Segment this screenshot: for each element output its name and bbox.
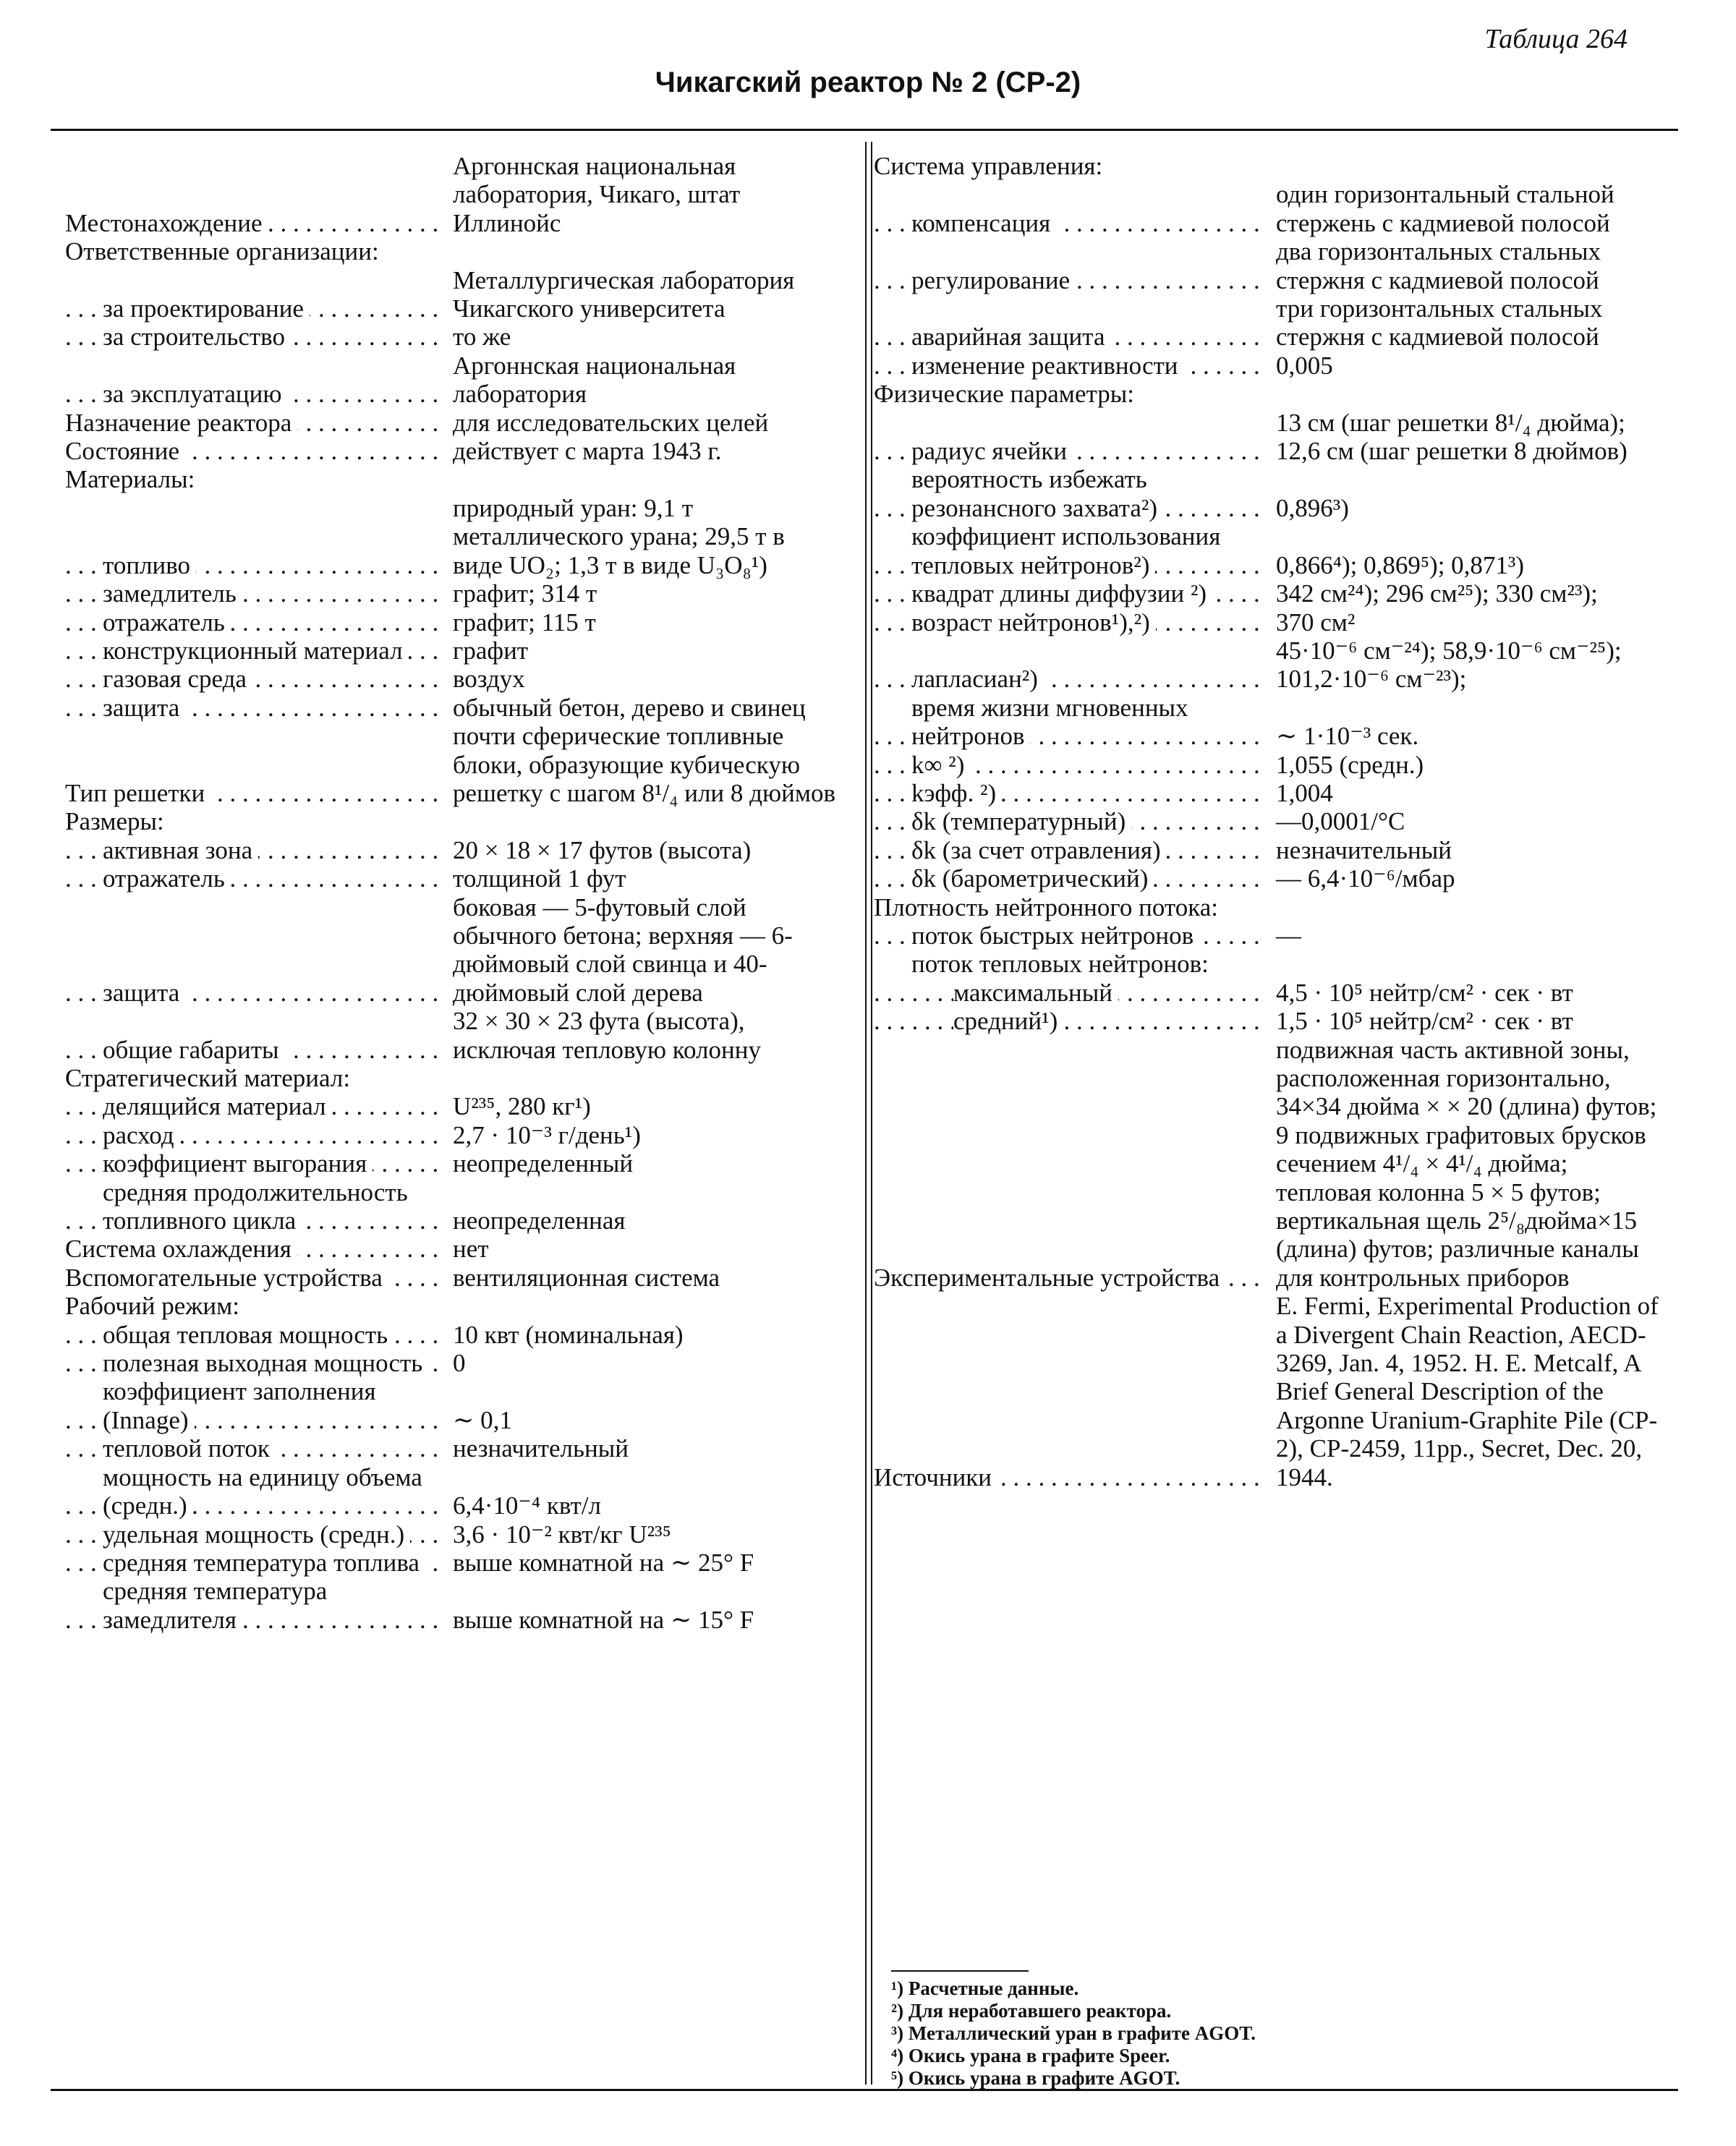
left-row [65,579,839,608]
label-text: за проектирование [103,294,310,323]
right-row-value: два горизонтальных стальных стержня с кадмиевой полосой [1276,237,1601,294]
right-row [874,836,1669,864]
right-row [874,1292,1669,1491]
footnote: ³) Металлический уран в графите AGOT. [891,2022,1256,2044]
right-row-label [874,1007,1264,1035]
left-row [65,352,839,409]
left-row-value: U²³⁵, 280 кг¹) [453,1092,591,1121]
right-row [874,921,1669,950]
left-row-value: неопределенный [453,1149,634,1178]
right-row-label [874,807,1264,835]
right-row-value: —0,0001/°C [1276,807,1405,836]
left-row-label [65,864,441,893]
left-row-label [65,608,441,636]
left-row-value: графит; 314 т [453,579,597,608]
right-row-value: 0,866⁴); 0,869⁵); 0,871³) [1276,550,1525,579]
label-text: время жизни мгновенных нейтронов [911,693,1188,751]
left-row-value: воздух [453,665,525,694]
label-text: средняя температура замедлителя [103,1577,328,1634]
right-row [874,522,1669,579]
right-row [874,579,1669,608]
right-row-value: 1,055 (средн.) [1276,750,1424,779]
label-text: коэффициент заполнения (Innage) [103,1377,376,1434]
right-row [874,779,1669,807]
right-row-label [874,266,1264,294]
label-text: δk (температурный) [911,807,1131,835]
right-row-value: 1,5 · 10⁵ нейтр/см² · сек · вт [1276,1007,1573,1036]
right-row [874,807,1669,835]
left-row-label [65,1377,441,1434]
left-row-value: ∼ 0,1 [453,1405,512,1434]
left-row [65,864,839,893]
right-row-value: 45·10⁻⁶ см⁻²⁴); 58,9·10⁻⁶ см⁻²⁵); 101,2·10⁻⁶ см⁻²³); [1276,636,1622,694]
left-row-label [65,1577,441,1634]
left-row-value: действует с марта 1943 г. [453,437,722,466]
left-row-label [65,237,441,265]
left-row-value: Металлургическая лаборатория Чикагского университета [453,265,795,323]
left-row [65,465,839,493]
label-text: лапласиан²) [911,665,1044,693]
label-text: мощность на единицу объема (средн.) [103,1462,422,1520]
left-row-label [65,1520,441,1549]
right-row-label [874,522,1264,579]
left-row-label [65,1264,441,1292]
left-row-label [65,1463,441,1520]
right-row [874,608,1669,636]
right-row [874,237,1669,294]
left-row-value: 2,7 · 10⁻³ г/день¹) [453,1120,641,1149]
left-row-value: 6,4·10⁻⁴ квт/л [453,1491,601,1520]
right-row-label [874,694,1264,751]
label-text: общие габариты [103,1036,285,1064]
label-text: Местонахождение [65,209,268,237]
left-row-label [65,1064,441,1092]
label-text: δk (за счет отравления) [911,836,1167,864]
right-row-label [874,608,1264,636]
right-row-label [874,209,1264,237]
left-row [65,722,839,807]
left-row [65,409,839,437]
right-row-value: — [1276,921,1301,950]
left-row-label [65,1121,441,1149]
label-text: поток тепловых нейтронов: [911,950,1214,978]
left-row-value: графит [453,636,529,665]
right-row-label [874,979,1264,1007]
label-text: защита [103,979,185,1007]
label-text: газовая среда [103,665,252,693]
right-row-label [874,665,1264,693]
label-text: расход [103,1121,180,1149]
left-row-label [65,1092,441,1120]
label-text: поток быстрых нейтронов [911,921,1199,950]
right-row-label [874,779,1264,807]
right-row-value: E. Fermi, Experimental Production of a Divergent Chain Reaction, AECD-3269, Jan. 4, 1952. H. E. Metcalf, A Brief General Description of the Argonne Uranium-Graphite Pile (CP-2), CP-2459, 11pp., Secret, Dec. 20, 1944. [1276,1292,1659,1491]
label-text: защита [103,694,185,722]
left-row [65,1064,839,1092]
right-row-label [874,950,1264,978]
right-row-label [874,465,1264,522]
right-row-value: — 6,4·10⁻⁶/мбар [1276,864,1455,893]
left-row-label [65,1549,441,1577]
label-text: Система управления: [874,152,1108,180]
right-row-value: ∼ 1·10⁻³ сек. [1276,722,1419,751]
left-row-label [65,779,441,807]
label-text: коэффициент использования тепловых нейтронов²) [911,522,1221,579]
left-row [65,1092,839,1120]
label-text: Источники [874,1463,997,1491]
label-text: изменение реактивности [911,352,1184,380]
label-text: компенсация [911,209,1056,237]
left-row [65,836,839,864]
right-row-label [874,380,1264,408]
left-row [65,1149,839,1178]
top-rule [51,129,1678,131]
label-text: максимальный [953,979,1118,1007]
left-row-value: выше комнатной на ∼ 15° F [453,1605,754,1634]
label-text: отражатель [103,864,231,893]
right-row [874,751,1669,779]
left-row-value: 32 × 30 × 23 фута (высота), исключая тепловую колонну [453,1007,761,1064]
left-row-value: незначительный [453,1434,629,1463]
label-text: Плотность нейтронного потока: [874,893,1224,921]
left-row-label [65,1235,441,1263]
right-row-value: подвижная часть активной зоны, расположенная горизонтально, 34×34 дюйма × × 20 (длина) футов; 9 подвижных графитовых брусков сечением 4¹/₄ × 4¹/₄ дюйма; тепловая колонна 5 × 5 футов; вертикальная щель 2⁵/₈дюйма×15 (длина) футов; различные каналы для контрольных приборов [1276,1035,1657,1292]
label-text: Тип решетки [65,779,210,807]
left-row-label [65,209,441,237]
label-text: квадрат длины диффузии ²) [911,579,1212,608]
left-row [65,1292,839,1320]
label-text: средний¹) [953,1007,1063,1035]
label-text: за строительство [103,323,291,351]
right-row [874,636,1669,694]
left-row [65,636,839,665]
label-text: средняя температура топлива [103,1549,425,1577]
label-text: общая тепловая мощность [103,1321,393,1349]
left-row-label [65,437,441,465]
label-text: Рабочий режим: [65,1292,245,1320]
label-text: Назначение реактора [65,409,297,437]
label-text: вероятность избежать резонансного захвата²) [911,465,1163,521]
left-row-label [65,807,441,835]
left-row-label [65,694,441,722]
right-row [874,294,1669,352]
left-row-value: неопределенная [453,1206,626,1235]
right-row [874,694,1669,751]
right-row-label [874,836,1264,864]
label-text: Материалы: [65,465,200,493]
left-row [65,1235,839,1263]
left-row-label [65,579,441,608]
left-row-value: нет [453,1235,489,1264]
right-row-label [874,921,1264,950]
label-text: Экспериментальные устройства [874,1264,1225,1292]
left-row-value: обычный бетон, дерево и свинец [453,693,806,722]
right-row [874,893,1669,921]
left-row-value: вентиляционная система [453,1263,720,1292]
left-row-value: 10 квт (номинальная) [453,1320,684,1349]
left-row-label [65,636,441,665]
label-text: δk (барометрический) [911,864,1154,893]
left-row [65,694,839,722]
right-row-label [874,864,1264,893]
left-row [65,1520,839,1549]
label-text: отражатель [103,608,231,636]
right-row-value: 342 см²⁴); 296 см²⁵); 330 см²³); [1276,579,1598,608]
footnote: ²) Для неработавшего реактора. [891,2000,1172,2022]
left-row [65,1264,839,1292]
label-text: делящийся материал [103,1092,332,1120]
right-row [874,1007,1669,1035]
label-text: Ответственные организации: [65,237,385,265]
left-row-value: для исследовательских целей [453,408,769,437]
left-row-label [65,551,441,579]
label-text: замедлитель [103,579,242,608]
footnotes [891,1970,1256,2090]
right-row-value: 0,005 [1276,351,1333,380]
label-text: Система охлаждения [65,1235,297,1263]
label-text: радиус ячейки [911,437,1073,465]
right-row-label [874,579,1264,608]
label-text: возраст нейтронов¹),²) [911,608,1156,636]
left-row-label [65,1349,441,1377]
footnote-rule [891,1970,1029,1972]
left-row-label [65,465,441,493]
label-text: kэфф. ²) [911,779,1002,807]
left-row [65,1549,839,1577]
left-row-value: почти сферические топливные блоки, образующие кубическую решетку с шагом 8¹/₄ или 8 дюймов [453,722,836,807]
right-row-label [874,323,1264,351]
right-row-label [874,1264,1264,1292]
left-row-label [65,380,441,408]
right-row-label [874,893,1264,921]
right-row [874,180,1669,237]
left-row-value: 20 × 18 × 17 футов (высота) [453,835,752,864]
label-text: топливо [103,551,196,579]
label-text: Стратегический материал: [65,1064,356,1092]
label-text: коэффициент выгорания [103,1149,373,1178]
label-text: средняя продолжительность топливного цикла [103,1178,408,1235]
right-row-value: 4,5 · 10⁵ нейтр/см² · сек · вт [1276,978,1573,1007]
left-row-value: 3,6 · 10⁻² квт/кг U²³⁵ [453,1520,671,1549]
right-row [874,465,1669,522]
label-text: аварийная защита [911,323,1111,351]
left-row-value: толщиной 1 фут [453,864,626,893]
left-row [65,237,839,265]
right-row [874,979,1669,1007]
label-text: тепловой поток [103,1434,276,1462]
left-row-label [65,323,441,351]
left-row-label [65,1178,441,1235]
left-row-label [65,836,441,864]
footnote: ⁴) Окись урана в графите Speer. [891,2045,1170,2066]
left-row [65,1007,839,1064]
label-text: Состояние [65,437,185,465]
left-row-label [65,979,441,1007]
right-row-value: три горизонтальных стальных стержня с кадмиевой полосой [1276,294,1603,352]
label-text: конструкционный материал [103,636,409,665]
label-text: за эксплуатацию [103,380,288,408]
left-row [65,1434,839,1462]
left-row [65,893,839,1008]
left-row-value: 0 [453,1349,466,1378]
table-number: Таблица 264 [1484,24,1628,54]
right-row-value: 1,004 [1276,778,1333,807]
left-row [65,266,839,323]
right-row-value: 370 см² [1276,608,1356,636]
left-row-label [65,1434,441,1462]
left-row [65,665,839,693]
left-row [65,1577,839,1634]
right-row-label [874,437,1264,465]
right-row-label [874,751,1264,779]
right-row-value: 13 см (шаг решетки 8¹/₄ дюйма); 12,6 см (шаг решетки 8 дюймов) [1276,408,1628,466]
left-row [65,323,839,351]
right-row [874,380,1669,408]
label-text: регулирование [911,266,1076,294]
left-row-label [65,409,441,437]
right-row-value: незначительный [1276,835,1452,864]
left-row-label [65,1292,441,1320]
column-divider [871,142,872,2085]
right-column [874,152,1669,1491]
column-divider [865,142,867,2085]
left-row [65,1463,839,1520]
left-row-value: то же [453,323,511,352]
left-row-label [65,665,441,693]
footnote: ⁵) Окись урана в графите AGOT. [891,2067,1180,2089]
right-row-label [874,352,1264,380]
label-text: полезная выходная мощность [103,1349,428,1377]
right-row-label [874,1463,1264,1491]
label-text: удельная мощность (средн.) [103,1520,410,1549]
left-row-label [65,294,441,323]
left-row [65,1321,839,1349]
right-row [874,950,1669,978]
left-row [65,1349,839,1377]
right-row [874,864,1669,893]
left-row [65,437,839,465]
label-text: Физические параметры: [874,380,1140,408]
left-row [65,608,839,636]
left-row [65,1178,839,1235]
left-row [65,1121,839,1149]
left-row [65,1377,839,1434]
left-row [65,494,839,579]
right-row [874,409,1669,466]
label-text: k∞ ²) [911,751,970,779]
right-row [874,352,1669,380]
left-column [65,152,839,1634]
right-row [874,1036,1669,1293]
label-text: Размеры: [65,807,170,835]
left-row-value: природный уран: 9,1 т металлического урана; 29,5 т в виде UO₂; 1,3 т в виде U₃O₈¹) [453,493,785,579]
right-row-label [874,152,1264,180]
right-row [874,152,1669,180]
label-text: активная зона [103,836,258,864]
left-row-value: Аргоннская национальная лаборатория [453,351,736,409]
left-row-value: Аргоннская национальная лаборатория, Чикаго, штат Иллинойс [453,152,741,237]
left-row-label [65,1149,441,1178]
left-row-label [65,1036,441,1064]
page-title: Чикагский реактор № 2 (CP-2) [655,67,1081,98]
left-row-value: графит; 115 т [453,608,596,636]
left-row-value: боковая — 5-футовый слой обычного бетона; верхняя — 6-дюймовый слой свинца и 40-дюймовый слой дерева [453,893,793,1007]
left-row [65,807,839,835]
right-row-value: один горизонтальный стальной стержень с кадмиевой полосой [1276,180,1614,237]
left-row [65,152,839,237]
footnote: ¹) Расчетные данные. [891,1977,1079,1999]
right-row-value: 0,896³) [1276,493,1349,522]
left-row-label [65,1321,441,1349]
left-row-value: выше комнатной на ∼ 25° F [453,1548,754,1577]
label-text: Вспомогательные устройства [65,1264,388,1292]
bottom-rule [51,2089,1678,2091]
